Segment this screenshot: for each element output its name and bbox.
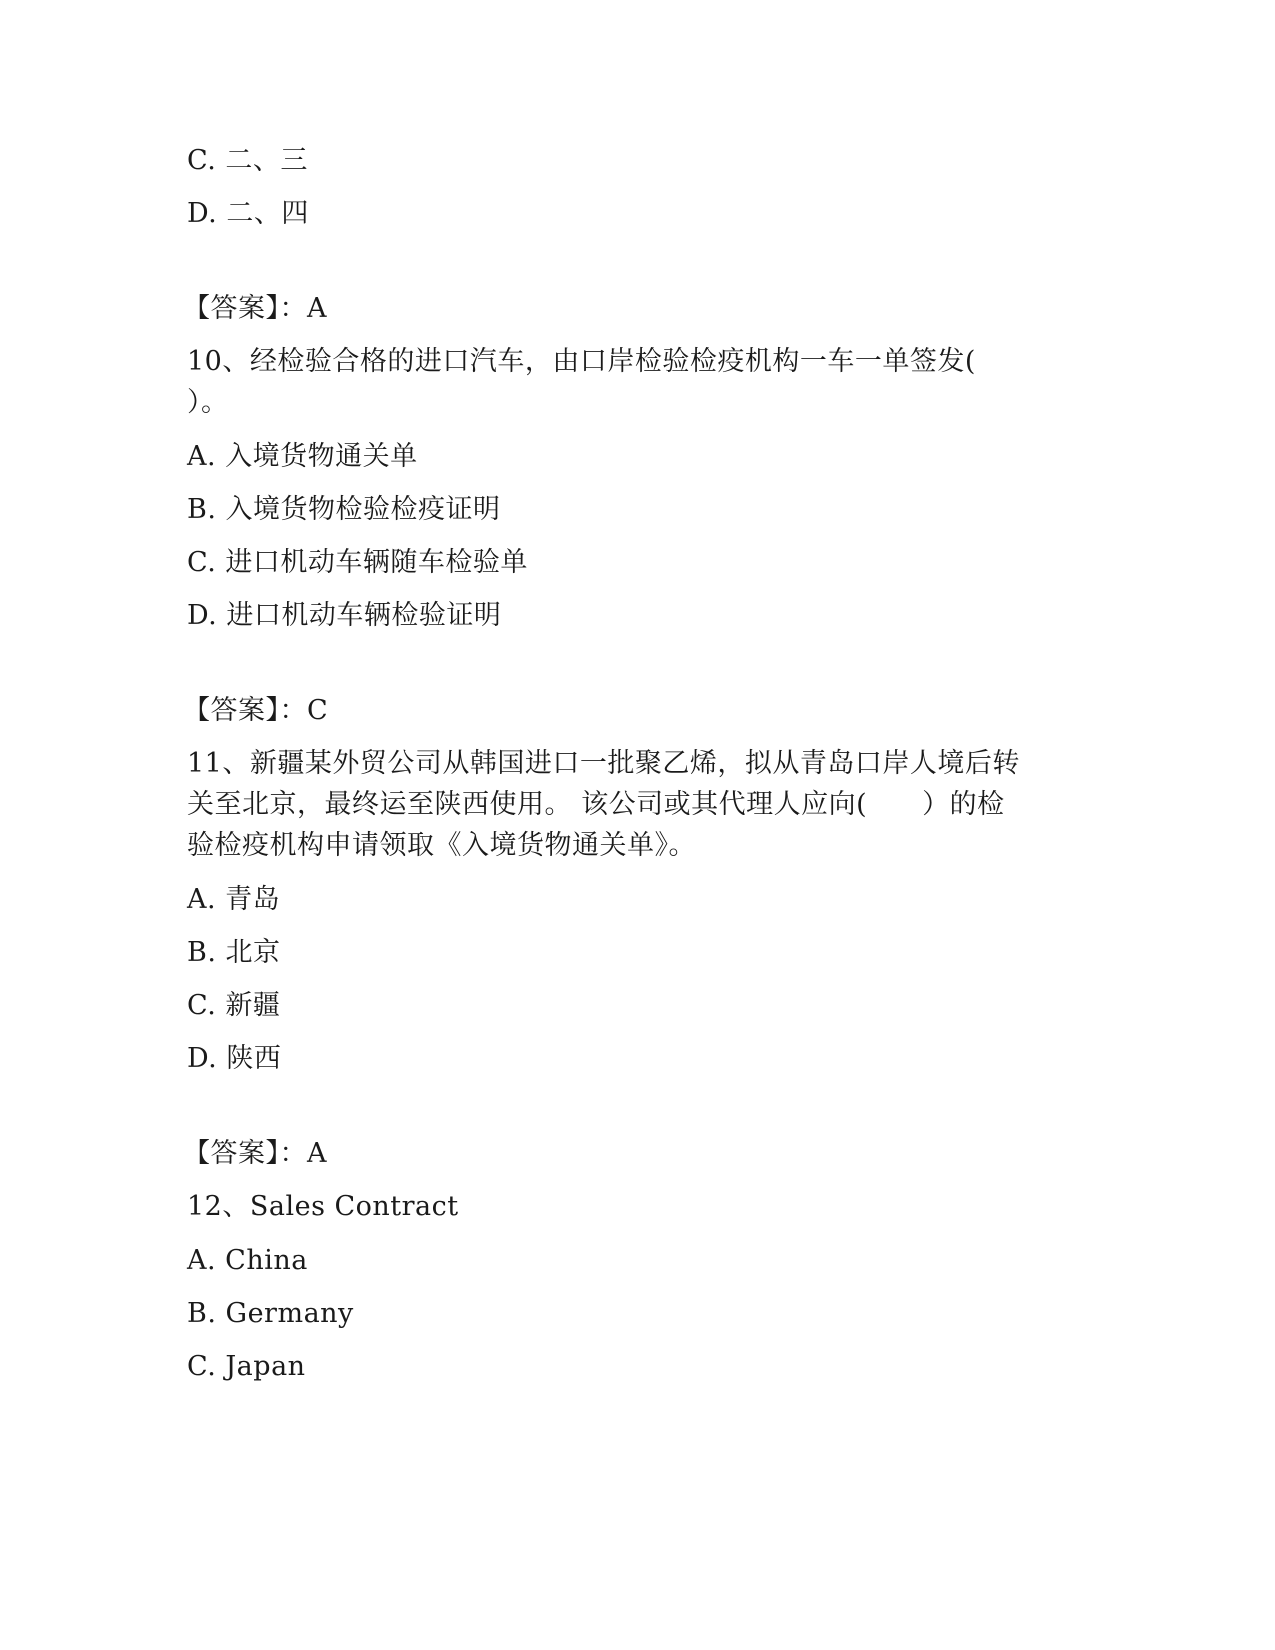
question-11-stem-line-1: 11、新疆某外贸公司从韩国进口一批聚乙烯，拟从青岛口岸人境后转 <box>187 748 1020 779</box>
question-12-option-b: B. Germany <box>187 1298 354 1329</box>
question-10-option-a: A. 入境货物通关单 <box>187 441 418 472</box>
question-10-answer: 【答案】：C <box>183 695 329 726</box>
question-11-stem-line-3: 验检疫机构申请领取《入境货物通关单》。 <box>187 830 696 861</box>
option-c: C. 二、三 <box>187 145 308 176</box>
question-12-stem: 12、Sales Contract <box>187 1191 459 1222</box>
question-10-option-b: B. 入境货物检验检疫证明 <box>187 494 501 525</box>
question-11-option-c: C. 新疆 <box>187 990 281 1021</box>
question-12-option-c: C. Japan <box>187 1351 306 1382</box>
question-12-option-a: A. China <box>187 1245 308 1276</box>
question-10-option-d: D. 进口机动车辆检验证明 <box>187 600 502 631</box>
option-d: D. 二、四 <box>187 198 309 229</box>
question-11-option-b: B. 北京 <box>187 937 281 968</box>
question-11-option-a: A. 青岛 <box>187 884 281 915</box>
question-10-stem-line-2: ）。 <box>187 387 229 418</box>
question-10-option-c: C. 进口机动车辆随车检验单 <box>187 547 528 578</box>
answer-label: 【答案】：A <box>183 293 327 324</box>
question-11-answer: 【答案】：A <box>183 1138 327 1169</box>
question-11-option-d: D. 陕西 <box>187 1043 282 1074</box>
question-10-stem-line-1: 10、经检验合格的进口汽车，由口岸检验检疫机构一车一单签发( <box>187 346 976 377</box>
question-11-stem-line-2: 关至北京，最终运至陕西使用。 该公司或其代理人应向( ）的检 <box>187 789 1005 820</box>
